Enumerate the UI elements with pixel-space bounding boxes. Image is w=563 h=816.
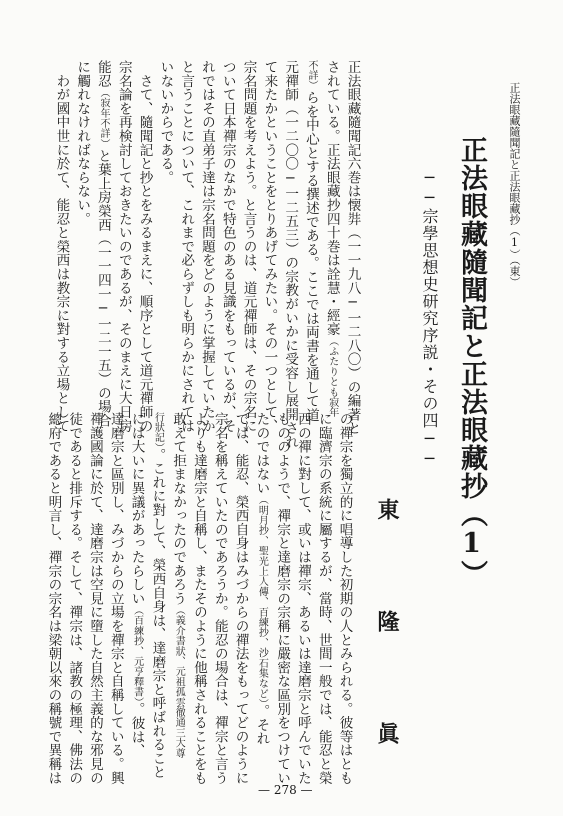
text-column	[324, 60, 338, 418]
text-segment: 徒であると排斥する。そして、禪宗は、諸教の極理、佛法の	[66, 412, 83, 785]
text-segment: 正法眼藏隨聞記六巻は懐弉（一一九八─一二八〇）の編著と	[344, 60, 361, 435]
text-segment: ついて日本禪宗のなかで特色のある見識をもっているが、そ	[219, 60, 236, 433]
text-column	[303, 60, 317, 422]
text-segment: 西の禪に對して、或いは禪宗、あるいは達磨宗と呼んでいた	[294, 412, 311, 785]
page-number: — 278 —	[258, 783, 313, 797]
text-segment: と葉上房榮西（一一四一─一二一五）の場合	[94, 148, 111, 428]
author-name: 東 隆 眞	[374, 498, 400, 778]
text-segment: されている。正法眼藏抄四十巻は詮慧・經豪	[323, 60, 340, 336]
text-segment: たのではない	[253, 412, 270, 495]
text-segment: に臨濟宗の系統に屬するが、當時、世間一般では、能忍と榮	[315, 412, 332, 785]
text-column	[254, 412, 268, 745]
text-column	[212, 412, 226, 785]
text-column	[75, 60, 89, 226]
text-segment: 敢えて拒まなかったのであろう	[170, 412, 187, 606]
text-column	[158, 60, 172, 184]
text-segment: よりも達磨宗と自稱し、またそのように他稱されることをも	[190, 412, 207, 785]
text-segment: 。それ	[253, 704, 270, 746]
text-column	[199, 60, 213, 433]
text-column	[95, 60, 109, 427]
text-segment: て来たかということをとりあげてみたい。その一つとして、	[261, 60, 278, 433]
text-segment: 宗名問題を考えよう。と言うのは、道元禪師は、その宗名に	[240, 60, 257, 433]
text-column	[220, 60, 234, 433]
text-segment: には大いに異議があったらしい	[128, 412, 145, 606]
text-column	[191, 412, 205, 785]
text-column	[241, 60, 255, 433]
text-column	[87, 412, 101, 785]
text-segment: 。彼は、	[128, 702, 145, 758]
text-column	[54, 60, 68, 433]
text-column	[295, 412, 309, 785]
text-segment: 達磨宗と區別し、みづからの立場を禪宗と自稱している。興	[107, 412, 124, 785]
text-column	[108, 412, 122, 785]
text-segment: れではその直弟子達は宗名問題をどのように掌握していたか	[198, 60, 215, 433]
text-segment: 宗名を稱えていたのであろうか。能忍の場合は、禪宗と言う	[211, 412, 228, 785]
text-segment: わが國中世に於て、能忍と榮西は教宗に對する立場として	[53, 60, 70, 433]
text-segment: に觸れなければならない。	[74, 60, 91, 226]
inline-note: （百練抄、元亨釋書）	[131, 605, 143, 703]
text-column	[67, 412, 81, 785]
text-column	[283, 60, 297, 449]
inline-note: 行狀記）	[152, 412, 164, 448]
page-subtitle: ──宗學思想史研究序説・その四──	[420, 168, 439, 469]
text-segment: 能忍	[94, 60, 111, 88]
inline-note: （義介書狀、元祖孤雲徹通三大尊	[173, 605, 185, 759]
text-column	[129, 412, 143, 757]
text-column	[179, 60, 193, 433]
text-column	[171, 412, 185, 758]
inline-note: （ふたりとも寂年	[326, 336, 338, 418]
text-segment: 總府であると明言し、禪宗の宗名は梁朝以來の稱號で異稱は	[45, 412, 62, 785]
text-column	[316, 412, 330, 785]
page-title: 正法眼藏隨聞記と正法眼藏抄（1）	[456, 136, 487, 588]
text-column	[150, 412, 164, 779]
text-segment: さて、隨聞記と抄とをみるまえに、順序として道元禪師の	[136, 60, 153, 433]
text-column	[233, 412, 247, 785]
text-segment: の禪宗を獨立的に唱導した初期の人とみられる。彼等はとも	[336, 412, 353, 785]
text-segment: もののようで、禪宗と達磨宗の宗稱に嚴密な區別をつけてい	[274, 412, 291, 785]
text-segment: 元禪師（一二〇〇─一二五三）の宗教がいかに受容し展開され	[282, 60, 299, 449]
running-header: 正法眼藏隨聞記と正法眼藏抄（1）（東）	[508, 82, 521, 288]
inline-note: 不詳）	[305, 60, 317, 91]
text-column	[345, 60, 359, 435]
text-segment: らを中心とする撰述である。ここでは両書を通して道	[302, 90, 319, 422]
text-segment: と言うことについて、これまで必らずしも明らかにされては	[178, 60, 195, 433]
text-column	[116, 60, 130, 433]
text-segment: では、能忍、榮西自身はみづからの禪法をもってどのように	[232, 412, 249, 785]
text-column	[337, 412, 351, 785]
inline-note: （寂年不詳）	[97, 87, 109, 149]
text-column	[275, 412, 289, 785]
text-column	[137, 60, 151, 433]
text-segment: 。これに對して、榮西自身は、達磨宗と呼ばれること	[149, 447, 166, 780]
text-segment: 禪護國論に於て、達磨宗は空見に墮した自然主義的な邪見の	[86, 412, 103, 785]
inline-note: （明月抄、聖光上人傳、百練抄、沙石集など）	[256, 494, 268, 705]
text-column	[262, 60, 276, 433]
text-column	[46, 412, 60, 785]
text-segment: いないからである。	[157, 60, 174, 185]
text-segment: 宗名論を再検討しておきたいのであるが、そのまえに大日房	[115, 60, 132, 433]
